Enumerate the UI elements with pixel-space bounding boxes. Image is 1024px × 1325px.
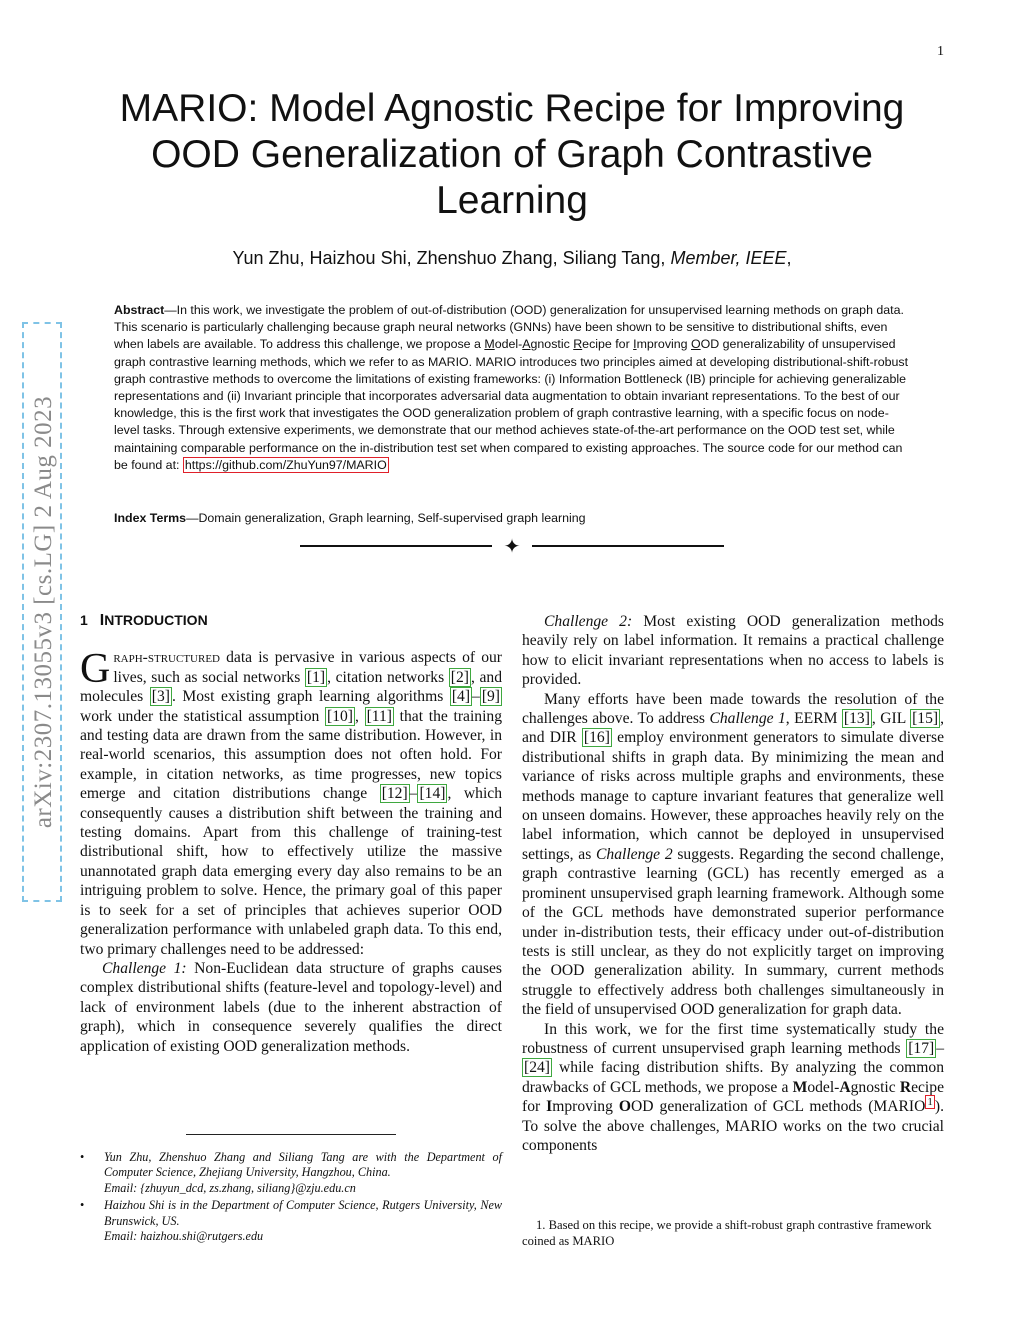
challenge-label: Challenge 1: <box>102 959 187 977</box>
emphasis-text: Challenge 2 <box>596 845 673 863</box>
acronym-letter: O <box>618 1098 632 1116</box>
abstract-text: —In this work, we investigate the problem of out-of-distribution (OOD) generalization for unsupervised learning methods on graph data. This scenario is particularly challenging because graph neural networks (GNNs) have been shown to be sensitive to distributional shifts, even when labels are available. To address this challenge, we propose a <box>114 303 904 352</box>
body-text: – <box>472 688 480 706</box>
acronym-letter: I <box>546 1098 553 1116</box>
divider-line-left <box>300 545 492 547</box>
citation-link[interactable]: [15] <box>912 710 939 728</box>
intro-paragraph-contribution <box>522 1020 944 1156</box>
smallcaps-text: raph-structured <box>113 649 220 667</box>
body-text: gnostic <box>850 1078 900 1096</box>
body-text: Non-Euclidean data structure of graphs causes complex distributional shifts (feature-level and topology-level) and lack of environment labels (due to the inherent abstraction of graph), which in consequence severely qualifies the direct application of existing OOD generalization methods. <box>80 959 502 1055</box>
body-text: , EERM <box>785 710 842 728</box>
divider-line-right <box>532 545 724 547</box>
intro-paragraph-1 <box>80 648 502 959</box>
footnote-reference[interactable]: 1 <box>927 1095 933 1108</box>
citation-link[interactable]: [16] <box>583 729 610 747</box>
body-text: while facing distribution shifts. By analyzing the common drawbacks of GCL methods, we propose a <box>522 1059 944 1096</box>
abstract-text: ecipe for <box>582 337 634 352</box>
index-terms <box>114 511 914 525</box>
body-text: data is pervasive in various aspects of our lives, such as social networks <box>113 649 502 686</box>
body-text: , which consequently causes a distribution shift between the training and testing domains. Apart from this challenge of training-test distributional shift, how to effectively utilize the massive unannotated graph data emerging every day also remains to be an intriguing problem to solve. Hence, the primary goal of this paper is to seek for a set of principles that achieves superior OOD generalization performance with unlabeled graph data. To this end, two primary challenges need to be addressed: <box>80 785 502 958</box>
divider-star-icon: ✦ <box>503 534 521 558</box>
acronym-letter: I <box>633 337 637 352</box>
citation-link[interactable]: [12] <box>381 785 408 803</box>
intro-paragraph-challenge-2 <box>522 612 944 690</box>
citation-link[interactable]: [14] <box>419 785 446 803</box>
abstract-text: odel- <box>494 337 523 352</box>
citation-link[interactable]: [3] <box>151 688 170 706</box>
acronym-letter: M <box>792 1078 808 1096</box>
author-list <box>80 248 944 269</box>
acronym-letter: M <box>484 337 495 352</box>
body-text: OD generalization of GCL methods (MARIO <box>631 1098 926 1116</box>
author-suffix: , <box>786 248 792 268</box>
footnote-rule <box>186 1134 396 1135</box>
footnote-1-text: 1. Based on this recipe, we provide a shift-robust graph contrastive framework coined as MARIO <box>522 1218 932 1248</box>
body-text: , GIL <box>871 710 911 728</box>
index-terms-text: —Domain generalization, Graph learning, Self-supervised graph learning <box>186 511 586 525</box>
body-text: work under the statistical assumption <box>80 707 325 725</box>
body-text: ). To solve the above challenges, MARIO works on the two crucial components <box>522 1098 944 1154</box>
body-text: . Most existing graph learning algorithms <box>171 688 450 706</box>
footnote-1 <box>522 1218 944 1249</box>
body-text: , <box>354 707 365 725</box>
right-column <box>522 612 944 1155</box>
citation-link[interactable]: [13] <box>843 710 870 728</box>
body-text: – <box>409 785 418 803</box>
author-names: Yun Zhu, Haizhou Shi, Zhenshuo Zhang, Siliang Tang, <box>232 248 666 268</box>
body-text: , citation networks <box>327 668 449 686</box>
footnote-email: Email: haizhou.shi@rutgers.edu <box>104 1229 264 1244</box>
bullet-icon: • <box>80 1198 85 1213</box>
arxiv-id: arXiv:2307.13055v3 [cs.LG] 2 Aug 2023 <box>30 395 57 829</box>
citation-link[interactable]: [2] <box>450 668 469 686</box>
section-title-initial: I <box>99 612 105 629</box>
challenge-label: Challenge 2: <box>544 613 633 630</box>
source-code-link[interactable]: https://github.com/ZhuYun97/MARIO <box>184 457 387 472</box>
body-text: Many efforts have been made towards the resolution of the challenges above. To address <box>522 690 944 728</box>
author-membership: Member, IEEE <box>670 248 787 268</box>
citation-link[interactable]: [17] <box>908 1039 935 1057</box>
page-number: 1 <box>937 44 944 59</box>
acronym-letter: O <box>691 337 701 352</box>
section-number: 1 <box>80 612 88 628</box>
abstract-text: OD generalizability of unsupervised graph contrastive learning methods, which we refer to as MARIO. MARIO introduces two principles aimed at developing distributional-shift-robust graph contrastive methods to overcome the limitations of existing frameworks: (i) Information Bottleneck (IB) principle for achieving generalizable representations and (ii) Invariant principle that incorporates adversarial data augmentation to obtain invariant representations. To the best of our knowledge, this is the first work that investigates the OOD generalization problem of graph contrastive learning, with a specific focus on node-level tasks. Through extensive experiments, we demonstrate that our method achieves state-of-the-art performance on the OOD test set, while maintaining comparable performance on the in-distribution test set when compared to existing approaches. The source code for our method can be found at: <box>114 337 909 472</box>
intro-paragraph-related-work <box>522 690 944 1020</box>
citation-link[interactable]: [11] <box>366 707 392 725</box>
acronym-letter: R <box>573 337 583 352</box>
citation-link[interactable]: [9] <box>481 688 500 706</box>
citation-link[interactable]: [4] <box>451 688 471 706</box>
affiliation-footnotes <box>80 1150 502 1246</box>
left-column <box>80 611 502 1056</box>
footnote-text: Yun Zhu, Zhenshuo Zhang and Siliang Tang are with the Department of Computer Science, Zhejiang University, Hangzhou, China. <box>104 1150 502 1180</box>
footnote-item <box>80 1150 502 1196</box>
intro-paragraph-challenge-1 <box>80 959 502 1056</box>
index-terms-label: Index Terms <box>114 511 187 525</box>
footnote-item <box>80 1198 502 1244</box>
footnote-text: Haizhou Shi is in the Department of Computer Science, Rutgers University, New Brunswick, US. <box>104 1198 502 1228</box>
body-text: Most existing OOD generalization methods heavily rely on label information. It remains a practical challenge how to elicit invariant representations when no access to labels is provided. <box>522 613 944 689</box>
body-text: that the training and testing data are drawn from the same distribution. However, in real-world scenarios, this assumption does not often hold. For example, in citation networks, as time progresses, new topics emerge and citation distributions change <box>80 707 502 803</box>
emphasis-text: Challenge 1 <box>709 710 786 728</box>
body-text: ecipe for <box>522 1078 944 1116</box>
arxiv-stamp[interactable] <box>22 322 62 902</box>
acronym-letter: A <box>522 337 531 352</box>
acronym-letter: R <box>899 1078 912 1096</box>
section-divider <box>300 534 724 558</box>
abstract-text: mproving <box>636 337 691 352</box>
section-title-rest: NTRODUCTION <box>104 612 208 628</box>
body-text: mproving <box>552 1098 619 1116</box>
bullet-icon: • <box>80 1150 85 1164</box>
section-heading-introduction <box>80 611 502 630</box>
abstract <box>114 302 914 474</box>
abstract-label: Abstract <box>114 303 165 317</box>
body-text: , and DIR <box>522 710 944 747</box>
citation-link[interactable]: [10] <box>327 707 353 725</box>
drop-cap: G <box>80 646 111 693</box>
body-text: odel- <box>807 1078 840 1096</box>
body-text: , and molecules <box>80 668 502 706</box>
citation-link[interactable]: [24] <box>524 1059 550 1077</box>
body-text: In this work, we for the first time systematically study the robustness of current unsupervised graph learning methods <box>522 1020 944 1057</box>
footnote-email: Email: {zhuyun_dcd, zs.zhang, siliang}@zju.edu.cn <box>104 1180 356 1195</box>
paper-title: MARIO: Model Agnostic Recipe for Improving OOD Generalization of Graph Contrastive Learning <box>119 87 905 222</box>
body-text: employ environment generators to simulate diverse distributional shifts in graph data. By minimizing the mean and variance of risks across multiple graphs and environments, these methods manage to capture invariant features that generalize well on unseen domains. However, these approaches heavily rely on the label information, which cannot be deployed in unsupervised settings, as <box>522 729 944 863</box>
body-text: – <box>936 1039 944 1057</box>
acronym-letter: A <box>839 1078 851 1096</box>
citation-link[interactable]: [1] <box>306 668 326 686</box>
abstract-text: gnostic <box>530 337 574 352</box>
body-text: suggests. Regarding the second challenge, graph contrastive learning (GCL) has recently emerged as a prominent unsupervised graph learning framework. Although some of the GCL methods have demonstrated superior performance under in-distribution tests, their efficacy under out-of-distribution tests is still unclear, as they do not explicitly target on improving the OOD generalization ability. In summary, current methods struggle to effectively address both challenges simultaneously in the field of unsupervised OOD generalization for graph data. <box>522 845 944 1019</box>
